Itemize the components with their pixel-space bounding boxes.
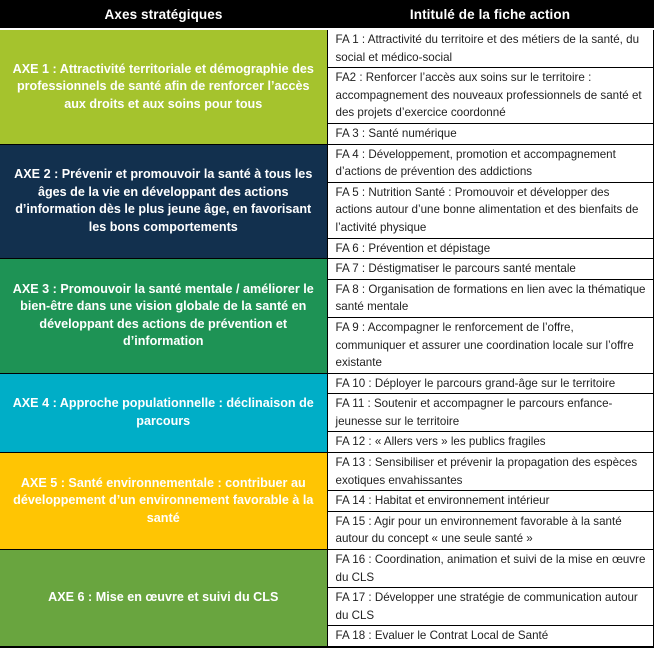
fa-5-cell: FA 5 : Nutrition Santé : Promouvoir et développer des actions autour d’une bonne alimentation et des bienfaits de l’activité physique (327, 182, 654, 238)
table-row (0, 373, 654, 394)
fa-8-cell: FA 8 : Organisation de formations en lien avec la thématique santé mentale (327, 279, 654, 317)
fa-10-cell: FA 10 : Déployer le parcours grand-âge sur le territoire (327, 373, 654, 394)
fa-14-cell: FA 14 : Habitat et environnement intérieur (327, 491, 654, 512)
fa-15-cell: FA 15 : Agir pour un environnement favorable à la santé autour du concept « une seule santé » (327, 511, 654, 549)
fa-1-cell: FA 1 : Attractivité du territoire et des métiers de la santé, du social et médico-social (327, 29, 654, 68)
fiche-action-column-header: Intitulé de la fiche action (327, 0, 654, 29)
table-row (0, 453, 654, 491)
axe-5-cell: AXE 5 : Santé environnementale : contribuer au développement d’un environnement favorable à la santé (0, 453, 327, 550)
axe-3-cell: AXE 3 : Promouvoir la santé mentale / améliorer le bien-être dans une vision globale de la santé en développant des actions de prévention et d’information (0, 259, 327, 374)
header-row (0, 0, 654, 29)
fa-11-cell: FA 11 : Soutenir et accompagner le parcours enfance-jeunesse sur le territoire (327, 394, 654, 432)
fa-9-cell: FA 9 : Accompagner le renforcement de l’offre, communiquer et assurer une coordination locale sur l’offre existante (327, 317, 654, 373)
fa-18-cell: FA 18 : Evaluer le Contrat Local de Santé (327, 626, 654, 647)
table-row (0, 144, 654, 182)
table-row (0, 29, 654, 68)
fa-3-cell: FA 3 : Santé numérique (327, 123, 654, 144)
fa-13-cell: FA 13 : Sensibiliser et prévenir la propagation des espèces exotiques envahissantes (327, 453, 654, 491)
axes-column-header: Axes stratégiques (0, 0, 327, 29)
fa-2-cell: FA2 : Renforcer l’accès aux soins sur le territoire : accompagnement des nouveaux professionnels de santé et des projets d’exercice coordonné (327, 68, 654, 124)
fa-4-cell: FA 4 : Développement, promotion et accompagnement d’actions de prévention des addictions (327, 144, 654, 182)
fa-12-cell: FA 12 : « Allers vers » les publics fragiles (327, 432, 654, 453)
axe-1-cell: AXE 1 : Attractivité territoriale et démographie des professionnels de santé afin de renforcer l’accès aux droits et aux soins pour tous (0, 29, 327, 144)
fa-16-cell: FA 16 : Coordination, animation et suivi de la mise en œuvre du CLS (327, 550, 654, 588)
axe-6-cell: AXE 6 : Mise en œuvre et suivi du CLS (0, 550, 327, 647)
axe-4-cell: AXE 4 : Approche populationnelle : déclinaison de parcours (0, 373, 327, 452)
table-row (0, 259, 654, 280)
axe-2-cell: AXE 2 : Prévenir et promouvoir la santé à tous les âges de la vie en développant des actions d’information dès le plus jeune âge, en favorisant les bons comportements (0, 144, 327, 259)
fa-6-cell: FA 6 : Prévention et dépistage (327, 238, 654, 259)
table-row (0, 550, 654, 588)
fa-17-cell: FA 17 : Développer une stratégie de communication autour du CLS (327, 588, 654, 626)
fa-7-cell: FA 7 : Déstigmatiser le parcours santé mentale (327, 259, 654, 280)
